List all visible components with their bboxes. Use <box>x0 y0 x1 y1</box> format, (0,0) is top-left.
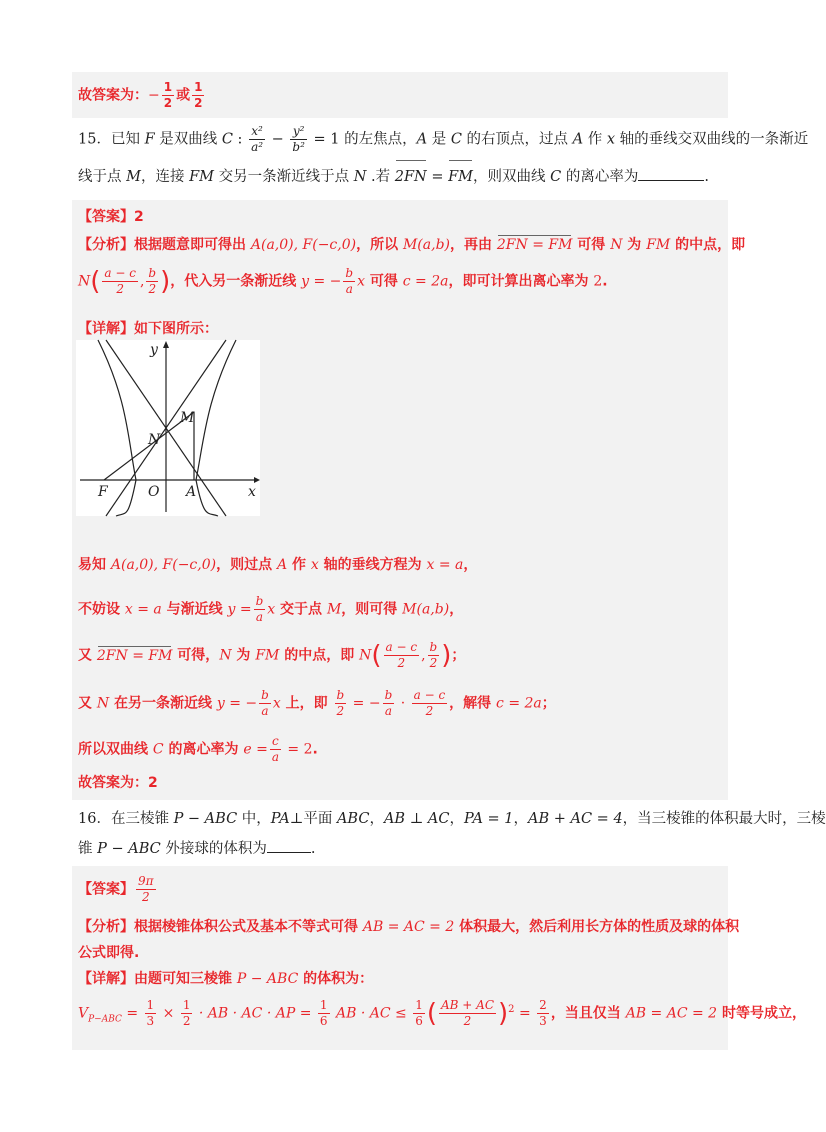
text-q15-stem2-b: ，连接 <box>140 169 190 185</box>
text-q15-ana2-fc-n: b <box>345 266 354 280</box>
text-q15-stem1-c: 的左焦点， <box>339 131 417 148</box>
text-q16-m2: PA <box>270 811 290 827</box>
fraction <box>412 688 448 719</box>
text-q15-s3-fa-n: a − c <box>385 640 418 654</box>
fraction <box>254 594 266 625</box>
text-q15-frac2-n: y² <box>290 124 307 140</box>
text-q15-det-label: 【详解】 <box>78 321 134 337</box>
text-q15-s4-f1n: b <box>336 688 345 702</box>
text-q15-s3-e: ； <box>451 647 466 664</box>
text-q15-stem2-a: 线于点 <box>78 169 127 185</box>
text-q16-v-f4d: 6 <box>415 1014 423 1028</box>
question-16 <box>72 804 826 864</box>
text-q15-ana2-fb-n: b <box>148 266 157 280</box>
text-q16-v-sub: P−ABC <box>88 1014 122 1025</box>
text-q15-minus: − <box>267 131 289 148</box>
text-q16-stem1-a: 16．在三棱锥 <box>78 811 174 827</box>
text-q16-stem1-d: ， <box>369 811 384 827</box>
text-q15-frac1-d: a² <box>251 140 264 154</box>
q16-volume-formula <box>78 998 806 1029</box>
text-q15-s2-m2: y = <box>227 601 252 618</box>
text-q15-ana2-fb-d: 2 <box>148 282 157 296</box>
text-q16-v-c: ，当且仅当 <box>550 1005 626 1022</box>
text-q16-v-f4n: 1 <box>415 998 423 1012</box>
text-q15-s4-f3n: a − c <box>413 688 446 702</box>
text-q15-ana2-m3: 2 <box>593 273 603 290</box>
text-q15-C2: C <box>450 131 462 148</box>
label-O: O <box>148 484 160 500</box>
text-q15-is: 是 <box>427 131 451 148</box>
text-q16-ana2: 公式即得. <box>78 945 140 961</box>
text-q16-ans-d: 2 <box>141 890 150 904</box>
text-q15-s4-f3d: 2 <box>425 704 434 718</box>
fraction <box>383 688 395 719</box>
answer-blank <box>267 852 311 853</box>
text-q15-ana2-fc-d: a <box>345 282 353 296</box>
previous-answer-block <box>72 72 728 118</box>
parenthesis: ( <box>426 998 437 1029</box>
text-q15-ana1-m3: 2FN = FM <box>496 237 573 253</box>
text-q15-s4-a: 又 <box>78 695 97 712</box>
text-q15-s1-e: ， <box>463 557 478 573</box>
text-q16-m3: ABC <box>336 811 370 827</box>
text-q15-final-label: 故答案为： <box>78 775 148 791</box>
text-q15-s5-c: . <box>312 741 318 758</box>
text-q15-stem1-a: 15．已知 <box>78 131 145 148</box>
text-q15-s2-b: 与渐近线 <box>161 601 228 618</box>
fraction <box>162 80 174 111</box>
text-q15-A: A <box>416 131 428 148</box>
fraction <box>102 266 138 297</box>
text-q15-ana1-m1: A(a,0), F(−c,0) <box>250 237 357 253</box>
fraction <box>145 998 157 1029</box>
previous-answer <box>78 80 206 111</box>
q15-step-1 <box>78 554 477 574</box>
fraction <box>428 640 440 671</box>
text-q15-ana1-m2: M(a,b) <box>402 237 450 253</box>
text-q16-v-d: 时等号成立， <box>717 1005 806 1022</box>
text-q16-v-f6n: 2 <box>539 998 547 1012</box>
text-q16-m5: PA = 1 <box>464 811 514 827</box>
text-q15-stem2-g: . <box>704 169 709 185</box>
text-q15-s1-d: 轴的垂线方程为 <box>318 557 427 573</box>
q16-stem-line-1 <box>78 804 826 834</box>
q15-step-3 <box>78 640 465 671</box>
text-q15-ana1-d: 可得 <box>572 237 611 253</box>
q16-stem-line-2 <box>78 834 315 864</box>
text-q16-v-f5n: AB + AC <box>440 998 494 1012</box>
parenthesis: ) <box>441 640 452 671</box>
q15-stem-line-1 <box>78 124 808 155</box>
q16-analysis-line-1 <box>78 916 739 936</box>
text-q15-s3-FM: FM <box>255 647 280 664</box>
text-q16-det-m: P − ABC <box>236 971 299 987</box>
text-q16-ans-n: 9π <box>138 874 154 888</box>
fraction <box>384 640 420 671</box>
text-prev-n1: 1 <box>163 80 173 94</box>
text-q15-eq1: = 1 <box>308 131 340 148</box>
fraction <box>290 124 307 155</box>
text-q15-ana1-c: ，再由 <box>450 237 497 253</box>
text-q15-s4-eq: = − <box>348 695 381 712</box>
text-q16-m7: P − ABC <box>97 841 161 857</box>
text-q16-v-eq2: = <box>514 1005 536 1022</box>
text-q16-stem2-a: 锥 <box>78 841 98 857</box>
q16-analysis-line-2 <box>78 942 139 962</box>
text-q15-stem1-f: 轴的垂线交双曲线的一条渐近 <box>615 131 809 148</box>
text-q16-stem2-c: . <box>310 841 316 857</box>
text-q15-s3-fa-d: 2 <box>397 656 406 670</box>
text-q15-F: F <box>144 131 155 148</box>
text-q15-ana1-a: 根据题意即可得出 <box>134 237 251 253</box>
label-N: N <box>148 432 161 448</box>
text-q15-s1-c: 作 <box>287 557 311 573</box>
text-q15-ana1-FM: FM <box>646 237 671 253</box>
text-q15-ana1-e: 为 <box>622 237 647 253</box>
text-q15-ana2-b: 可得 <box>365 273 403 290</box>
fraction <box>146 266 158 297</box>
text-q15-s2-fd: a <box>255 610 264 624</box>
text-q15-v1: 2FN <box>395 162 427 192</box>
text-q15-s1-m2: x = a <box>426 557 464 573</box>
text-q15-N: N <box>353 169 367 185</box>
text-q16-m4: AB ⊥ AC <box>383 811 450 827</box>
text-q16-v-t1: · AB · AC · AP = <box>194 1005 316 1022</box>
text-q15-s4-b: 在另一条渐近线 <box>109 695 217 712</box>
q16-answer <box>78 874 158 905</box>
text-q15-stem1-b: 是双曲线 <box>154 131 222 148</box>
text-q15-det-text: 如下图所示： <box>134 321 218 337</box>
text-q15-frac2-d: b² <box>292 140 305 154</box>
text-q15-s4-N: N <box>96 695 110 712</box>
text-q16-v-f5d: 2 <box>463 1014 472 1028</box>
text-q15-M: M <box>126 169 141 185</box>
q16-solution-block <box>72 866 806 1050</box>
label-y: y <box>150 342 158 358</box>
text-q15-ana2-m1b: x <box>357 273 366 290</box>
fraction <box>181 998 193 1029</box>
text-q16-m6: AB + AC = 4 <box>528 811 623 827</box>
q15-step-5 <box>78 734 318 765</box>
text-q16-v-x: × <box>158 1005 179 1022</box>
q16-detail-heading <box>78 968 373 988</box>
text-q15-FM: FM <box>189 169 214 185</box>
text-q15-ana2-fa-d: 2 <box>116 282 124 296</box>
label-F: F <box>98 484 108 500</box>
text-q15-s2-e: ， <box>449 601 464 618</box>
text-q16-ana1-b: 体积最大，然后利用长方体的性质及球的体积 <box>454 919 740 935</box>
text-q15-s5-b: 的离心率为 <box>163 741 244 758</box>
fraction <box>335 688 347 719</box>
text-q15-s5-C: C <box>152 741 164 758</box>
fraction <box>259 688 271 719</box>
text-q16-v-m: AB = AC = 2 <box>625 1005 718 1022</box>
text-q15-s4-f1d: 2 <box>336 704 345 718</box>
q15-stem-line-2 <box>78 162 709 192</box>
text-q15-stem2-e: ，则双曲线 <box>473 169 551 185</box>
fraction <box>413 998 425 1029</box>
text-q15-s3-d: 的中点，即 <box>279 647 360 664</box>
text-q15-s4-e: ； <box>541 695 556 712</box>
text-prev-d1: 2 <box>163 96 173 110</box>
text-q15-s2-d: ，则可得 <box>341 601 403 618</box>
q15-final-answer <box>78 772 158 792</box>
fraction <box>343 266 355 297</box>
text-q15-s1-m1: A(a,0), F(−c,0) <box>110 557 217 573</box>
text-q15-s3-N: N <box>219 647 232 664</box>
fraction <box>270 734 281 765</box>
hyperbola-figure <box>76 340 260 516</box>
text-q15-ana2-d: . <box>602 273 608 290</box>
text-q15-ana2-a: ，代入另一条渐近线 <box>170 273 302 290</box>
text-q15-s4-f2n: b <box>384 688 393 702</box>
text-q16-v-f1n: 1 <box>146 998 155 1012</box>
parenthesis: ( <box>371 640 382 671</box>
parenthesis: ) <box>498 998 509 1029</box>
text-q15-s3-a: 又 <box>78 647 97 664</box>
text-q15-s1-a: 易知 <box>78 557 111 573</box>
text-q15-veq: = <box>426 169 449 185</box>
answer-blank <box>638 180 704 181</box>
text-q15-s5-fn: c <box>270 734 281 750</box>
text-q15-ana2-comma: , <box>139 273 145 290</box>
text-q15-s4-fd: a <box>261 704 269 718</box>
parenthesis: ) <box>160 266 171 297</box>
text-q15-s5-fd: a <box>271 750 279 764</box>
text-q16-v-sq: 2 <box>508 1003 515 1015</box>
text-q15-ans-value: 2 <box>134 209 144 225</box>
text-q15-s3-N2: N <box>359 647 372 664</box>
text-q16-stem1-b: 中， <box>237 811 271 827</box>
text-q15-ans-label: 【答案】 <box>78 209 134 225</box>
text-q15-s1-x: x <box>310 557 319 573</box>
text-q16-m1: P − ABC <box>173 811 238 827</box>
label-A: A <box>186 484 197 500</box>
text-q15-ana1-b: ，所以 <box>356 237 403 253</box>
q15-answer <box>78 206 144 226</box>
label-M: M <box>180 410 195 426</box>
text-q15-s4-m1: y = − <box>216 695 258 712</box>
text-q15-s2-a: 不妨设 <box>78 601 125 618</box>
parenthesis: ( <box>90 266 101 297</box>
text-q15-s3-fb-n: b <box>429 640 438 654</box>
text-q15-s4-d: ，解得 <box>449 695 497 712</box>
text-q16-v-f3d: 6 <box>319 1014 328 1028</box>
text-q15-s2-c: 交于点 <box>275 601 327 618</box>
text-q16-ana-label: 【分析】 <box>78 919 134 935</box>
label-x: x <box>248 484 256 500</box>
text-q15-s4-dot: · <box>396 695 410 712</box>
text-q16-det-a: 由题可知三棱锥 <box>134 971 237 987</box>
text-q15-s5-a: 所以双曲线 <box>78 741 153 758</box>
text-q15-s4-fn: b <box>261 688 269 702</box>
text-prev-or: 或 <box>176 87 191 104</box>
text-q15-x: x <box>606 131 616 148</box>
text-q15-stem2-d: .若 <box>366 169 395 185</box>
text-prev-n2: 1 <box>194 80 203 94</box>
text-q16-v-f2n: 1 <box>182 998 191 1012</box>
text-prev-answer-label: 故答案为： <box>78 87 148 104</box>
text-q15-s2-fn: b <box>255 594 264 608</box>
text-q15-stem2-f: 的离心率为 <box>561 169 639 185</box>
text-q16-stem1-g: ，当三棱锥的体积最大时，三棱 <box>622 811 826 827</box>
text-q15-s2-m1: x = a <box>124 601 162 618</box>
text-q16-stem1-c: ⊥平面 <box>289 811 337 827</box>
text-q15-s1-A: A <box>276 557 288 573</box>
text-q16-det-label: 【详解】 <box>78 971 134 987</box>
text-q16-det-b: 的体积为： <box>298 971 374 987</box>
text-q15-ana2-c: ，即可计算出离心率为 <box>448 273 594 290</box>
text-q15-s4-m2: c = 2a <box>496 695 542 712</box>
question-15 <box>72 122 809 198</box>
text-q15-s2-m3: M(a,b) <box>402 601 450 618</box>
fraction <box>318 998 330 1029</box>
text-q15-C3: C <box>550 169 562 185</box>
text-q15-s3-fb-d: 2 <box>429 656 438 670</box>
text-q15-ana2-m1: y = − <box>301 273 342 290</box>
q15-step-2 <box>78 594 463 625</box>
text-prev-answer-a: − <box>148 87 160 104</box>
text-q16-stem2-b: 外接球的体积为 <box>160 841 267 857</box>
text-q15-ana-label: 【分析】 <box>78 237 134 253</box>
text-q16-stem1-e: ， <box>449 811 465 827</box>
text-q15-s5-m1: e = <box>243 741 268 758</box>
q15-analysis-line-2 <box>78 266 608 297</box>
text-q15-stem1-e: 作 <box>583 131 607 148</box>
fraction <box>136 874 156 905</box>
text-q16-v-t2: AB · AC ≤ <box>331 1005 412 1022</box>
text-q15-s1-b: ，则过点 <box>216 557 277 573</box>
text-q16-ans-label: 【答案】 <box>78 881 134 898</box>
q15-step-4 <box>78 688 556 719</box>
text-q16-v-f2d: 2 <box>182 1014 191 1028</box>
text-q16-v-f1d: 3 <box>146 1014 155 1028</box>
text-q15-ana1-f: 的中点，即 <box>670 237 746 253</box>
q15-solution-block <box>72 200 746 800</box>
fraction <box>537 998 549 1029</box>
text-q15-s4-c: 上，即 <box>280 695 333 712</box>
text-q16-ana1-a: 根据棱锥体积公式及基本不等式可得 <box>134 919 363 935</box>
text-q15-s3-comma: , <box>421 647 426 664</box>
fraction <box>192 80 204 111</box>
text-q15-s4-f2d: a <box>384 704 392 718</box>
text-q15-final-value: 2 <box>148 775 158 791</box>
text-q15-frac1-n: x² <box>249 124 265 140</box>
text-q15-ana2-fa-n: a − c <box>104 266 136 280</box>
text-q15-ana2-m2: c = 2a <box>402 273 449 290</box>
text-q15-s3-b: 可得， <box>172 647 220 664</box>
text-prev-d2: 2 <box>194 96 203 110</box>
text-q15-s4-m1b: x <box>272 695 281 712</box>
text-q15-s3-m1: 2FN = FM <box>96 647 173 664</box>
fraction <box>439 998 496 1029</box>
text-q15-s3-c: 为 <box>231 647 256 664</box>
text-q15-C: C <box>221 131 233 148</box>
text-q15-A2: A <box>572 131 584 148</box>
text-q16-ana1-m: AB = AC = 2 <box>362 919 455 935</box>
text-q16-v-eq: = <box>121 1005 143 1022</box>
text-q15-s2-m2b: x <box>267 601 276 618</box>
text-q15-s5-m2: = 2 <box>282 741 313 758</box>
text-q15-v2: FM <box>448 162 473 192</box>
text-q16-v-f3n: 1 <box>319 998 328 1012</box>
fraction <box>249 124 265 155</box>
text-q15-s2-M: M <box>326 601 342 618</box>
text-q15-colon: : <box>232 131 248 148</box>
text-q16-v-f6d: 3 <box>539 1014 547 1028</box>
text-q15-ana1-N: N <box>610 237 623 253</box>
text-q15-stem2-c: 交另一条渐近线于点 <box>214 169 354 185</box>
text-q16-v-V: V <box>78 1005 89 1022</box>
text-q16-stem1-f: ， <box>513 811 529 827</box>
q15-analysis-line-1 <box>78 234 745 254</box>
text-q15-ana2-N: N <box>78 273 91 290</box>
text-q15-stem1-d: 的右顶点，过点 <box>461 131 573 148</box>
document-page <box>72 0 826 1132</box>
q15-detail-heading <box>78 318 218 338</box>
